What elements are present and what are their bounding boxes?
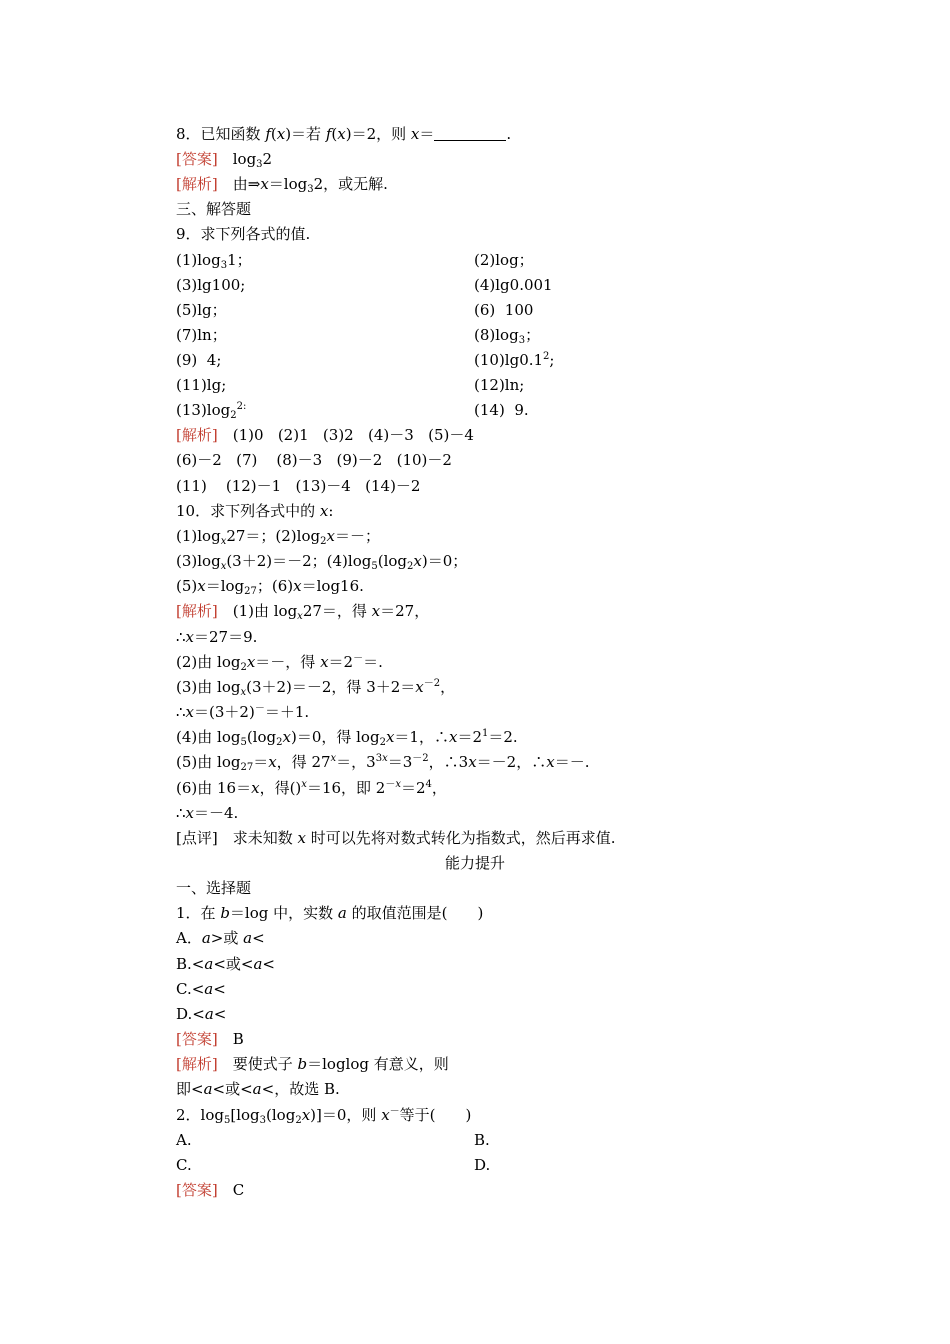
answer-blank — [434, 126, 506, 141]
q9-item-4: (4)lg0.001 — [474, 276, 553, 294]
answer-tag: [答案] — [176, 150, 218, 168]
q9-item-5: (5)lg； — [176, 301, 227, 319]
q10-analysis-row-6: (4)由 $\log_5(\log_2x)=0$，得 $\log_2x=1$，$\therefore x=2^1=2$. — [176, 728, 518, 748]
q9-item-1: $(1)\log_31$； — [176, 251, 252, 271]
answer-tag: [答案] — [176, 1030, 218, 1048]
analysis-tag: [解析] — [176, 175, 218, 193]
q10-line-2: $(3)\log_x(3+2)=-2$；$(4)\log_5(\log_2x)=0$； — [176, 552, 468, 572]
q10-line-3: $(5)x=\log_{27}$；(6)x＝log16. — [176, 577, 364, 597]
q9-item-8: $(8)\log_3$； — [474, 326, 541, 346]
q8-answer: $\log_32$ — [232, 150, 273, 170]
p2-stem: 2．$\log_5[\log_3(\log_2x)]=0$，则 x－等于( ) — [176, 1106, 472, 1126]
p1-analysis-row-2: 即<a<或<a<，故选 B. — [176, 1080, 340, 1098]
q8-analysis-row — [176, 174, 388, 194]
q10-analysis-row-2: ∴x＝27＝9. — [176, 628, 258, 646]
p1-answer: B — [232, 1030, 244, 1048]
q9-item-7: (7)ln； — [176, 326, 227, 344]
q9-analysis-row-1: [解析] (1)0 (2)1 (3)2 (4)－3 (5)－4 — [176, 426, 474, 444]
q9-analysis-row-2: (6)－2 (7) (8)－3 (9)－2 (10)－2 — [176, 451, 452, 469]
p2-answer: C — [232, 1181, 245, 1199]
section-title-ability: 能力提升 — [444, 854, 505, 872]
p2-option-d: D. — [474, 1156, 491, 1174]
p1-option-a: A．a>或 a< — [176, 929, 265, 947]
q8-answer-row — [176, 149, 272, 169]
q10-analysis-row-9: ∴x＝－4. — [176, 804, 239, 822]
p2-answer-row — [176, 1180, 244, 1200]
q10-line-1: $(1)\log_x27=$；$(2)\log_2x=-$； — [176, 527, 380, 547]
q10-analysis-row-7: (5)由 $\log_{27}=x$，得 $27^x=$，$3^{3x}=3^{-2}$，∴3x＝－2，∴x＝－. — [176, 753, 590, 773]
q9-item-10: $(10)\lg 0.1^2$; — [474, 351, 555, 369]
analysis-tag: [解析] — [176, 1055, 218, 1073]
p1-stem: 1．在 b＝log 中，实数 a 的取值范围是( ) — [176, 904, 484, 922]
q9-item-6: (6) 100 — [474, 301, 534, 319]
q10-analysis-row-5: ∴x＝(3＋2)－＝＋1. — [176, 703, 310, 721]
analysis-tag: [解析] — [176, 426, 218, 444]
q9-stem: 9．求下列各式的值. — [176, 225, 311, 243]
p1-option-c: C.<a< — [176, 980, 226, 998]
q9-item-12: (12)ln; — [474, 376, 525, 394]
q10-analysis-row-8: (6)由 16＝x，得()$^x$＝16，即 $2^{-x}=2^4$， — [176, 779, 447, 797]
analysis-tag: [解析] — [176, 602, 218, 620]
p2-option-a: A. — [176, 1131, 192, 1149]
q10-analysis-row-1: [解析] (1)由 $\log_x27=$，得 x＝27， — [176, 602, 430, 622]
answer-tag: [答案] — [176, 1181, 218, 1199]
q10-comment-row: [点评] 求未知数 x 时可以先将对数式转化为指数式，然后再求值. — [176, 829, 616, 847]
q10-analysis-row-4: (3)由 $\log_x(3+2)=-2$，得 $3+2=x^{-2}$， — [176, 678, 456, 698]
p2-option-b: B. — [474, 1131, 490, 1149]
p2-option-c: C. — [176, 1156, 192, 1174]
q9-item-3: (3)lg100; — [176, 276, 246, 294]
q9-item-11: (11)lg; — [176, 376, 227, 394]
q9-item-2: (2)log； — [474, 251, 534, 269]
section-heading-1: 一、选择题 — [176, 879, 252, 897]
section-heading-3: 三、解答题 — [176, 200, 252, 218]
q8-analysis: 由$\Rightarrow x=\log_32$，或无解. — [232, 175, 388, 195]
q9-analysis-row-3: (11) (12)－1 (13)－4 (14)－2 — [176, 477, 421, 495]
comment-tag: [点评] — [176, 829, 218, 847]
q10-analysis-row-3: (2)由 $\log_2x=-$，得 x＝2－＝. — [176, 653, 383, 673]
p1-answer-row — [176, 1029, 244, 1049]
p1-option-d: D.<a< — [176, 1005, 227, 1023]
q8-stem: 8．已知函数 f(x)＝若 f(x)＝2，则 x＝ . — [176, 125, 512, 143]
q10-stem: 10．求下列各式中的 x: — [176, 502, 334, 520]
q9-item-9: (9) 4; — [176, 351, 222, 369]
q9-item-14: (14) 9. — [474, 401, 529, 419]
p1-option-b: B.<a<或<a< — [176, 955, 275, 973]
q9-item-13: $(13)\log_2^{2:}$ — [176, 401, 247, 421]
p1-analysis-row: [解析] 要使式子 b＝loglog 有意义，则 — [176, 1055, 449, 1073]
